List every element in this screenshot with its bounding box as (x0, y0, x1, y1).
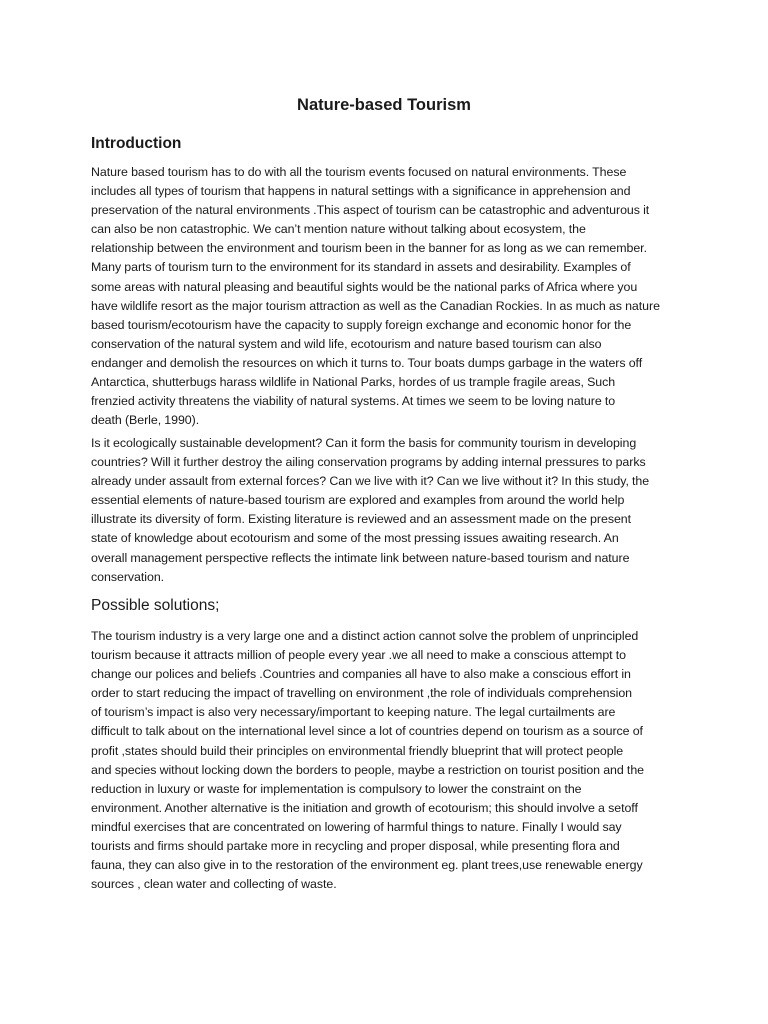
paragraph-introduction-1: Nature based tourism has to do with all the tourism events focused on natural environments. These includes all types of tourism that happens in natural settings with a significance in apprehension and preservation of the natural environments .This aspect of tourism can be catastrophic and adventurous it can also be non catastrophic. We can’t mention nature without talking about ecosystem, the relationship between the environment and tourism been in the banner for as long as we can remember. Many parts of tourism turn to the environment for its standard in assets and desirability. Examples of some areas with natural pleasing and beautiful sights would be the national parks of Africa where you have wildlife resort as the major tourism attraction as well as the Canadian Rockies. In as much as nature based tourism/ecotourism have the capacity to supply foreign exchange and economic honor for the conservation of the natural system and wild life, ecotourism and nature based tourism can also endanger and demolish the resources on which it turns to. Tour boats dumps garbage in the waters off Antarctica, shutterbugs harass wildlife in National Parks, hordes of us trample fragile areas, Such frenzied activity threatens the viability of natural systems. At times we seem to be loving nature to death (Berle, 1990). (91, 165, 660, 428)
section-heading-possible-solutions: Possible solutions; (91, 597, 220, 614)
paragraph-possible-solutions-1: The tourism industry is a very large one and a distinct action cannot solve the problem of unprincipled tourism because it attracts million of people every year .we all need to make a conscious attempt to change our polices and beliefs .Countries and companies all have to also make a conscious effort in order to start reducing the impact of travelling on environment ,the role of individuals comprehension of tourism’s impact is also very necessary/important to keeping nature. The legal curtailments are difficult to talk about on the international level since a lot of countries depend on tourism as a source of profit ,states should build their principles on environmental friendly blueprint that will protect people and species without locking down the borders to people, maybe a restriction on tourist position and the reduction in luxury or waste for implementation is compulsory to lower the constraint on the environment. Another alternative is the initiation and growth of ecotourism; this should involve a setoff mindful exercises that are concentrated on lowering of harmful things to nature. Finally I would say tourists and firms should partake more in recycling and proper disposal, while presenting flora and fauna, they can also give in to the restoration of the environment eg. plant trees,use renewable energy sources , clean water and collecting of waste. (91, 629, 645, 892)
section-heading-introduction: Introduction (91, 135, 182, 152)
paragraph-introduction-2: Is it ecologically sustainable development? Can it form the basis for community tourism in developing countries? Will it further destroy the ailing conservation programs by adding internal pressures to parks already under assault from external forces? Can we live with it? Can we live without it? In this study, the essential elements of nature-based tourism are explored and examples from around the world help illustrate its diversity of form. Existing literature is reviewed and an assessment made on the present state of knowledge about ecotourism and some of the most pressing issues awaiting research. An overall management perspective reflects the intimate link between nature-based tourism and nature conservation. (91, 436, 650, 584)
document-title: Nature-based Tourism (297, 96, 471, 114)
